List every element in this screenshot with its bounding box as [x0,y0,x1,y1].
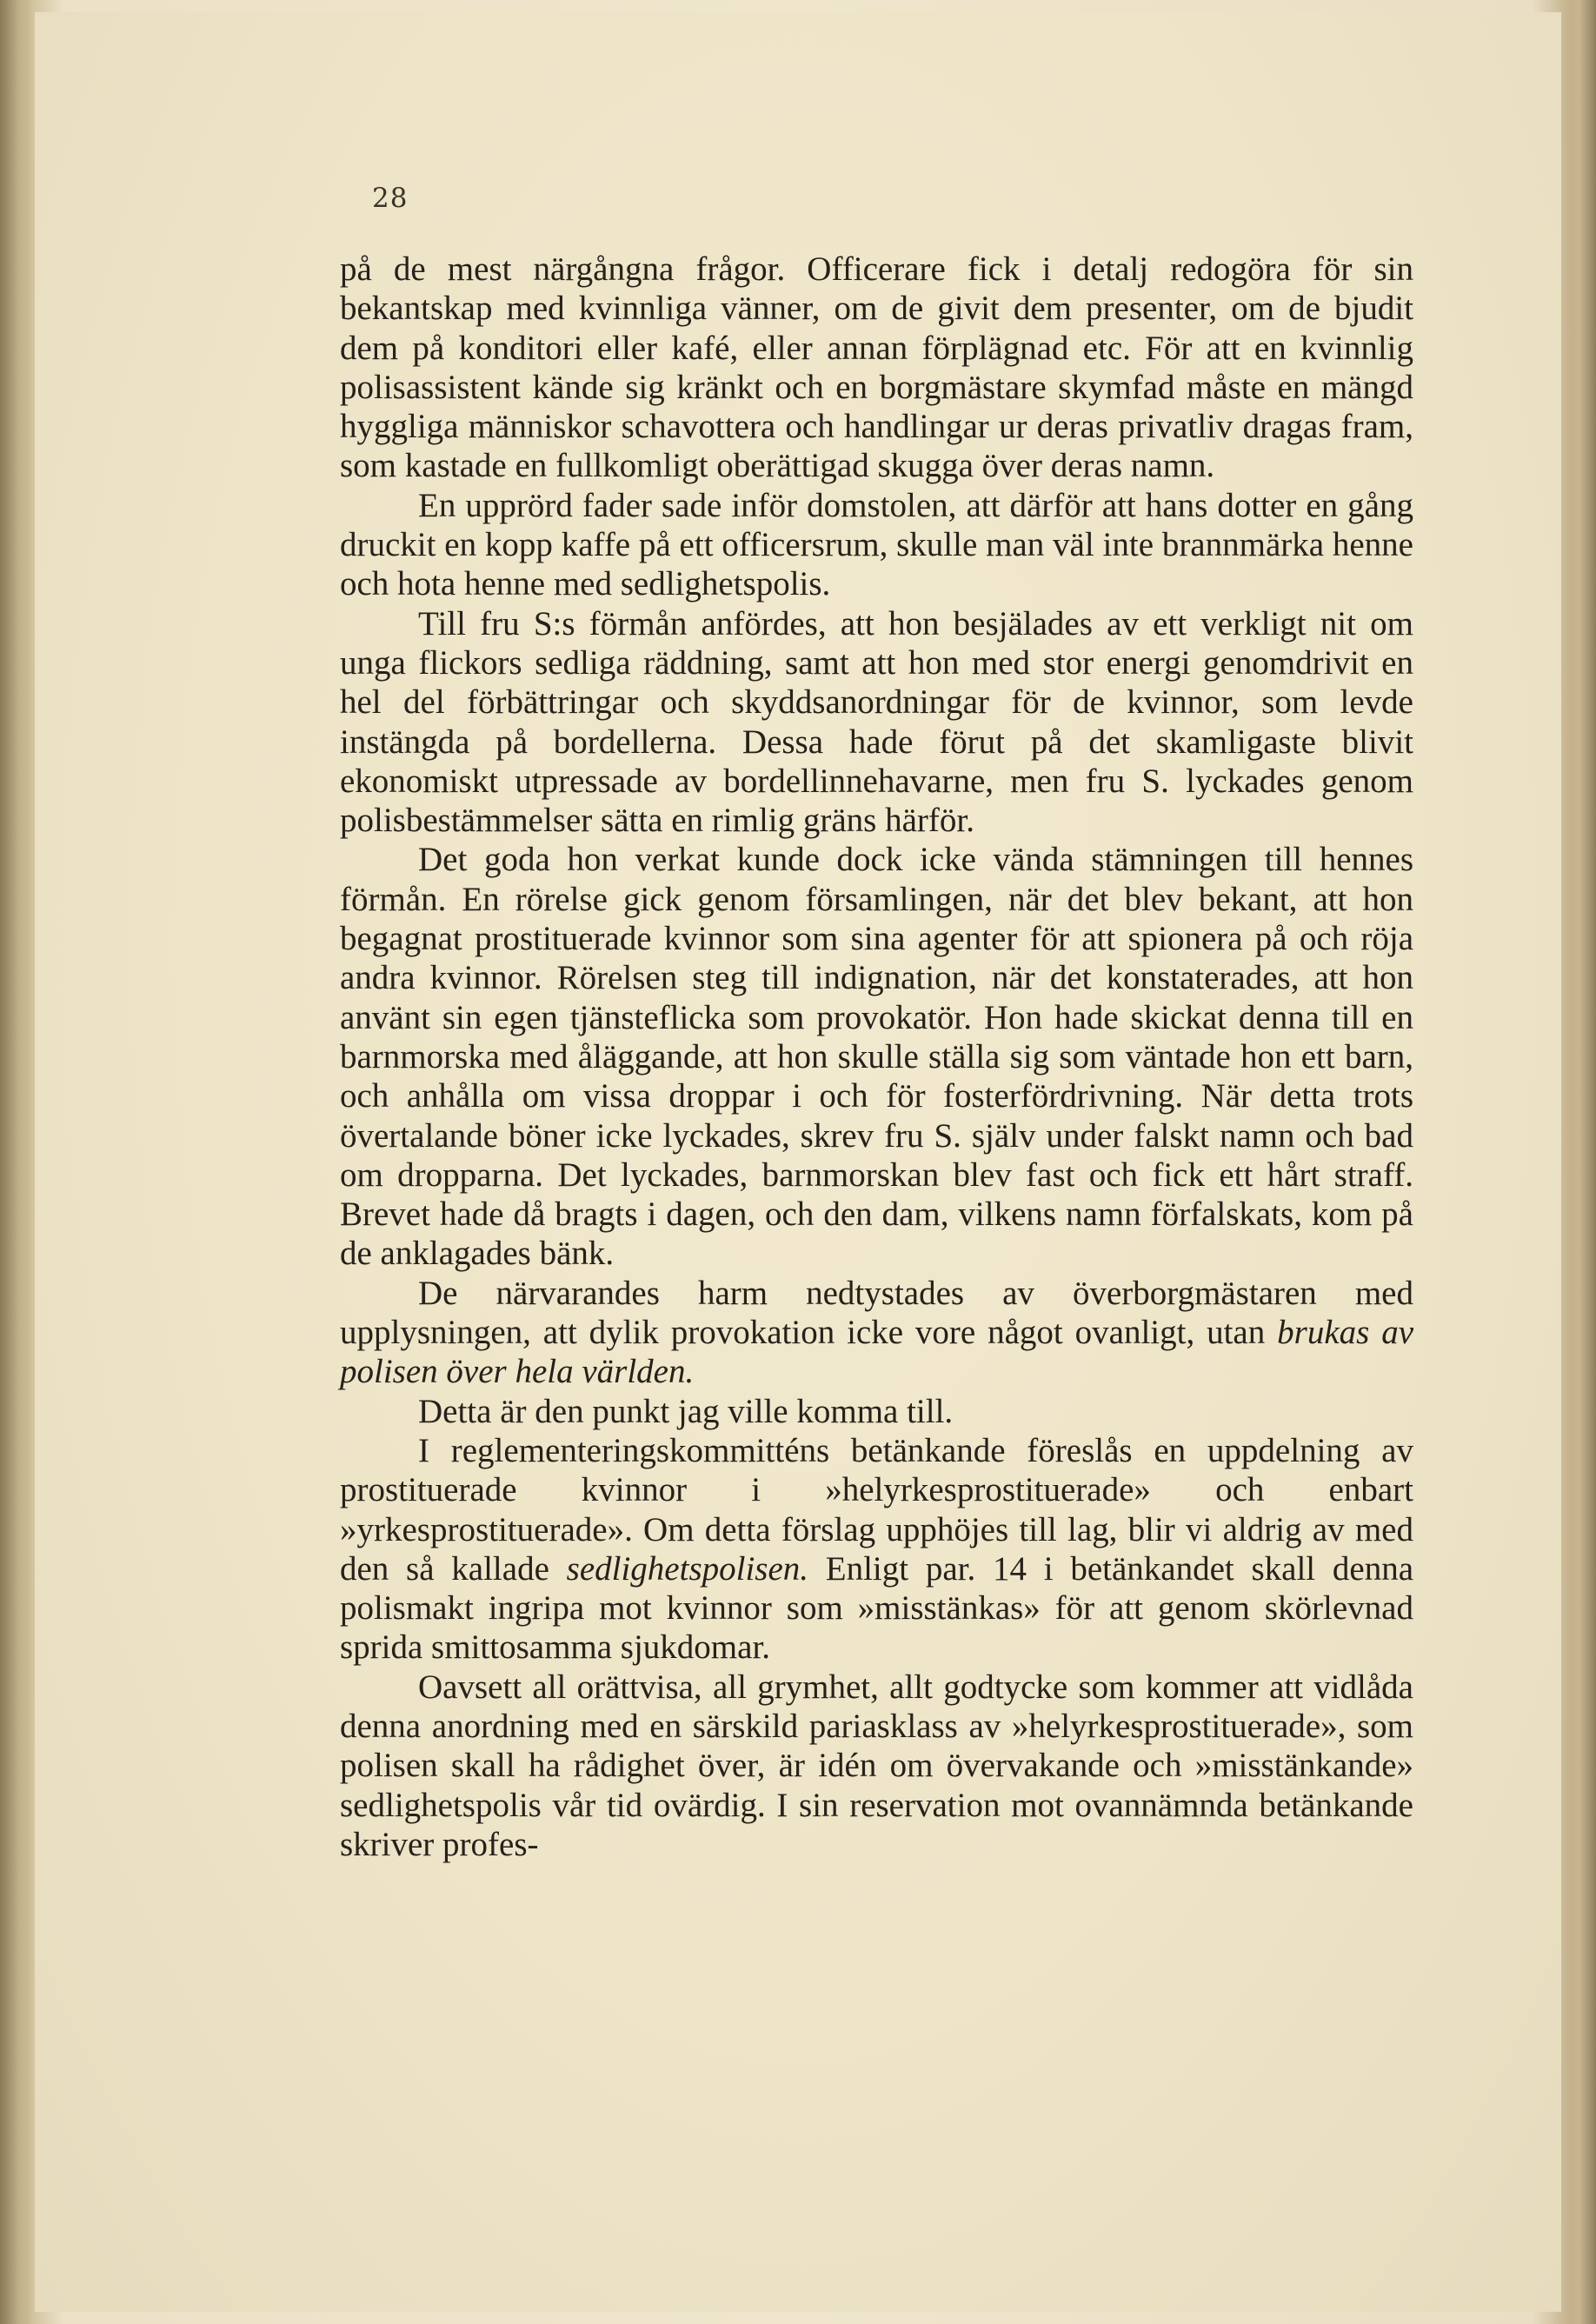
italic-phrase: brukas av polisen över hela världen. [340,1314,1414,1391]
paragraph [340,1274,1413,1392]
paragraph [340,250,1413,486]
paragraph-text: En upprörd fader sade inför domstolen, att därför att hans dotter en gång druckit en kopp kaffe på ett officersrum, skulle man väl inte brannmärka henne och hota henne med sedlighetspolis. [340,486,1413,603]
binding-edge [0,0,33,2324]
paragraph-text: Detta är den punkt jag ville komma till. [418,1392,954,1430]
italic-phrase: sedlighetspolisen. [566,1549,809,1588]
paragraph [340,1392,1413,1431]
page-number: 28 [372,183,409,214]
page-edge [1565,0,1596,2324]
paragraph-text: I reglementeringskommitténs betänkande föreslås en uppdelning av prostituerade kvinnor i »helyrkesprostituerade» och enbart »yrkesprostituerade». Om detta förslag upphöjes till lag, blir vi aldrig av med den så kallade [340,1431,1413,1588]
paragraph [340,1431,1413,1668]
paragraph [340,486,1413,604]
paragraph-text: Oavsett all orättvisa, all grymhet, allt godtycke som kommer att vidlåda denna anordning med en särskild pariasklass av »helyrkesprostituerade», som polisen skall ha rådighet över, är idén om övervakande och »misstänkande» sedlighetspolis vår tid ovärdig. I sin reservation mot ovannämnda betänkande skriver profes- [340,1668,1413,1863]
paragraph [340,604,1413,841]
body-text [340,250,1413,1864]
paragraph [340,1668,1413,1864]
paragraph-text: De närvarandes harm nedtystades av överborgmästaren med upplysningen, att dylik provokation icke vore något ovanligt, utan [340,1274,1413,1352]
paragraph-text: Det goda hon verkat kunde dock icke vända stämningen till hennes förmån. En rörelse gick genom församlingen, när det blev bekant, att hon begagnat prostituerade kvinnor som sina agenter för att spionera på och röja andra kvinnor. Rörelsen steg till indignation, när det konstaterades, att hon använt sin egen tjänsteflicka som provokatör. Hon hade skickat denna till en barnmorska med åläggande, att hon skulle ställa sig som väntade hon ett barn, och anhålla om vissa droppar i och för fosterfördrivning. När detta trots övertalande böner icke lyckades, skrev fru S. själv under falskt namn och bad om dropparna. Det lyckades, barnmorskan blev fast och fick ett hårt straff. Brevet hade då bragts i dagen, och den dam, vilkens namn förfalskats, kom på de anklagades bänk. [340,841,1413,1273]
paragraph-text: på de mest närgångna frågor. Officerare fick i detalj redogöra för sin bekantskap med kvinnliga vänner, om de givit dem presenter, om de bjudit dem på konditori eller kafé, eller annan förplägnad etc. För att en kvinnlig polisassistent kände sig kränkt och en borgmästare skymfad måste en mängd hyggliga människor schavottera och handlingar ur deras privatliv dragas fram, som kastade en fullkomligt oberättigad skugga över deras namn. [340,250,1413,485]
paragraph-text: Enligt par. 14 i betänkandet skall denna polismakt ingripa mot kvinnor som »misstänkas» för att genom skörlevnad sprida smittosamma sjukdomar. [340,1549,1413,1667]
paragraph-text: Till fru S:s förmån anfördes, att hon besjälades av ett verkligt nit om unga flickors sedliga räddning, samt att hon med stor energi genomdrivit en hel del förbättringar och skyddsanordningar för de kvinnor, som levde instängda på bordellerna. Dessa hade förut på det skamligaste blivit ekonomiskt utpressade av bordellinnehavarne, men fru S. lyckades genom polisbestämmelser sätta en rimlig gräns härför. [340,604,1413,840]
paragraph [340,840,1413,1273]
